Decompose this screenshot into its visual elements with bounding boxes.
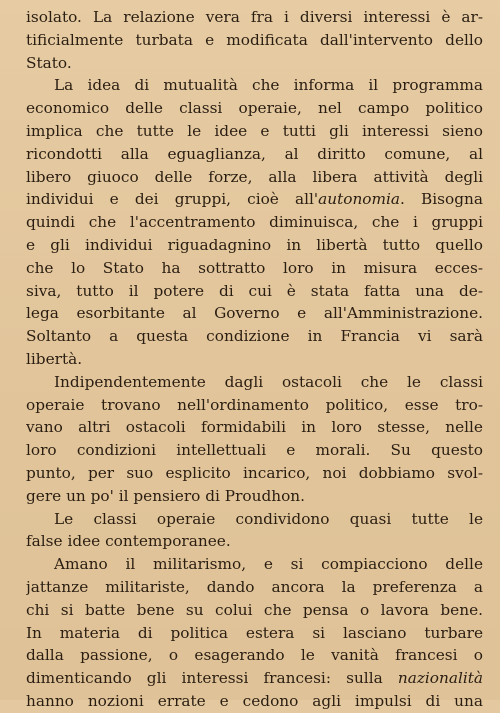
text-line: libero giuoco delle forze, alla libera attività degli	[26, 167, 483, 186]
text-line	[26, 667, 483, 690]
text-line: Amano il militarismo, e si compiacciono delle	[54, 555, 483, 574]
text-line: implica che tutte le idee e tutti gli interessi sieno	[26, 121, 483, 140]
text-line: punto, per suo esplicito incarico, noi dobbiamo svol-	[26, 463, 483, 482]
text-line	[26, 188, 483, 211]
text-line: Stato.	[26, 53, 72, 72]
text-line: che lo Stato ha sottratto loro in misura ecces-	[26, 258, 483, 277]
text-line: Soltanto a questa condizione in Francia vi sarà	[26, 327, 483, 346]
text-line: La idea di mutualità che informa il programma	[54, 76, 483, 95]
text-line: dalla passione, o esagerando le vanità francesi o	[26, 646, 483, 665]
text-line: loro condizioni intellettuali e morali. Su questo	[26, 441, 483, 460]
paragraph	[26, 508, 483, 554]
text-line: false idee contemporanee.	[26, 532, 231, 551]
page-text-body	[26, 6, 483, 713]
text-segment: individui e dei gruppi, cioè all'	[26, 190, 319, 209]
text-line: chi si batte bene su colui che pensa o lavora bene.	[26, 600, 483, 619]
paragraph	[26, 553, 483, 713]
text-line: economico delle classi operaie, nel campo politico	[26, 99, 483, 118]
text-line: tificialmente turbata e modificata dall'intervento dello	[26, 30, 483, 49]
paragraph	[26, 6, 483, 74]
text-line: jattanze militariste, dando ancora la preferenza a	[26, 577, 483, 596]
text-line: lega esorbitante al Governo e all'Amministrazione.	[26, 304, 483, 323]
italic-term: nazionalità	[397, 669, 483, 688]
text-line: isolato. La relazione vera fra i diversi interessi è ar-	[26, 8, 483, 26]
paragraph	[26, 74, 483, 370]
text-line: Indipendentemente dagli ostacoli che le classi	[54, 372, 483, 391]
text-line: ricondotti alla eguaglianza, al diritto comune, al	[26, 144, 483, 163]
paragraph	[26, 371, 483, 508]
text-line: libertà.	[26, 349, 83, 368]
text-line: Le classi operaie condividono quasi tutte le	[54, 509, 483, 528]
text-line: In materia di politica estera si lasciano turbare	[26, 623, 483, 642]
italic-term: autonomia	[318, 190, 401, 209]
text-line: siva, tutto il potere di cui è stata fatta una de-	[26, 281, 483, 300]
text-line: gere un po' il pensiero di Proudhon.	[26, 486, 306, 505]
text-segment: dimenticando gli interessi francesi: sulla	[26, 669, 398, 688]
text-line: hanno nozioni errate e cedono agli impulsi di una	[26, 691, 483, 710]
text-line: quindi che l'accentramento diminuisca, che i gruppi	[26, 213, 483, 232]
text-line: e gli individui riguadagnino in libertà tutto quello	[26, 235, 483, 254]
text-segment: . Bisogna	[400, 190, 483, 209]
text-line: operaie trovano nell'ordinamento politico, esse tro-	[26, 395, 483, 414]
text-line: vano altri ostacoli formidabili in loro stesse, nelle	[26, 418, 483, 437]
